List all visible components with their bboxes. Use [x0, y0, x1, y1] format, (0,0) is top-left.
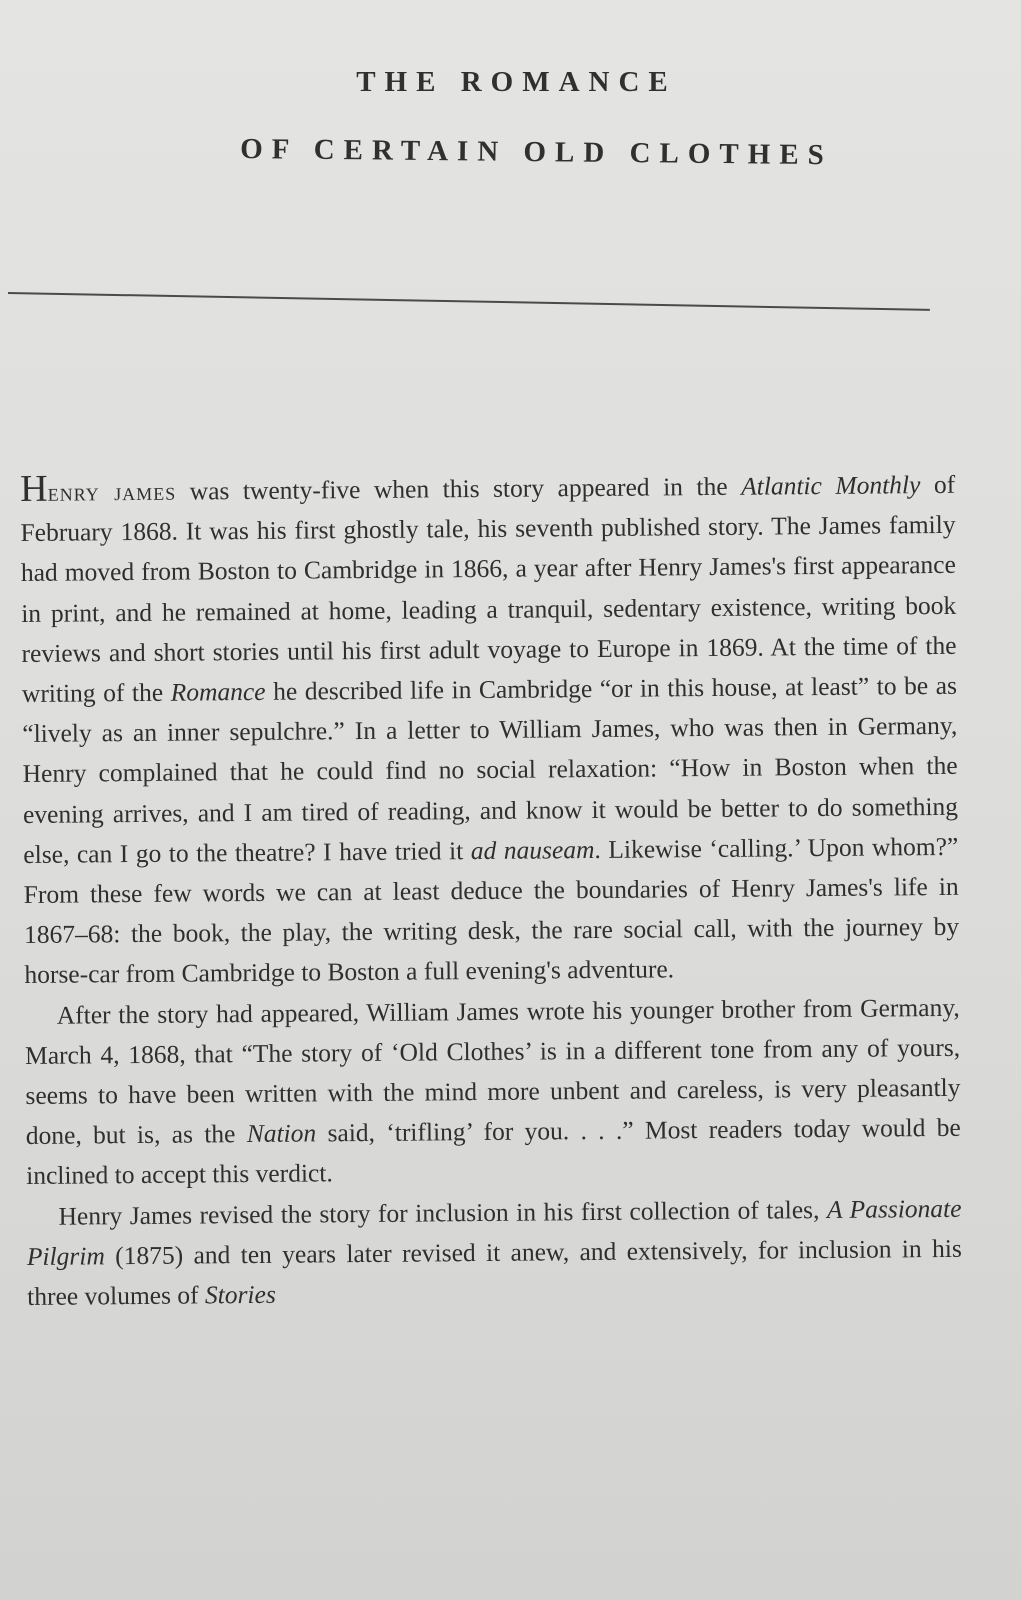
italic-title: Atlantic Monthly [741, 470, 921, 501]
body-text [20, 462, 962, 1317]
italic-phrase: ad nauseam [470, 834, 595, 865]
text-segment: . Likewise ‘calling.’ Upon whom?” From these few words we can at least deduce the boundaries of Henry James's life in 1867–68: the book, the play, the writing desk, the rare social call, with the journey by horse-car from Cambridge to Boston a full evening's adventure. [23, 831, 960, 990]
author-name-smallcaps: enry james [47, 476, 177, 507]
text-segment: said, ‘trifling’ for you. . . .” Most readers today would be inclined to accept this verdict. [26, 1113, 961, 1191]
italic-title: Stories [204, 1279, 276, 1310]
text-segment: (1875) and ten years later revised it anew, and extensively, for inclusion in his three volumes of [27, 1233, 962, 1312]
paragraph-1 [20, 462, 960, 996]
drop-cap: H [19, 467, 48, 510]
title-line-2: OF CERTAIN OLD CLOTHES [240, 133, 833, 172]
text-segment: of February 1868. It was his first ghostly tale, his seventh published story. The James family had moved from Boston to Cambridge in 1866, a year after Henry James's first appearance in print, and he remained at home, leading a tranquil, sedentary existence, writing book reviews and short stories until his first adult voyage to Europe in 1869. At the time of the writing of the [20, 469, 957, 709]
italic-title: A Passionate Pilgrim [26, 1193, 962, 1271]
horizontal-rule [8, 292, 930, 311]
paragraph-2 [25, 987, 962, 1196]
text-segment: he described life in Cambridge “or in this house, at least” to be as “lively as an inner sepulchre.” In a letter to William James, who was then in Germany, Henry complained that he could find no social relaxation: “How in Boston when the evening arrives, and I am tired of reading, and know it would be better to do something else, can I go to the theatre? I have tried it [22, 670, 959, 869]
text-segment: After the story had appeared, William James wrote his younger brother from Germany, March 4, 1868, that “The story of ‘Old Clothes’ is in a different tone from any of yours, seems to have been written with the mind more unbent and careless, is very pleasantly done, but is, as the [24, 992, 961, 1151]
text-segment: was twenty-five when this story appeared in the [176, 471, 742, 506]
text-segment: Henry James revised the story for inclusion in his first collection of tales, [58, 1194, 828, 1231]
italic-title: Nation [246, 1118, 317, 1149]
paragraph-3 [26, 1188, 962, 1317]
italic-title: Romance [170, 676, 266, 707]
title-line-1: THE ROMANCE [356, 66, 677, 98]
